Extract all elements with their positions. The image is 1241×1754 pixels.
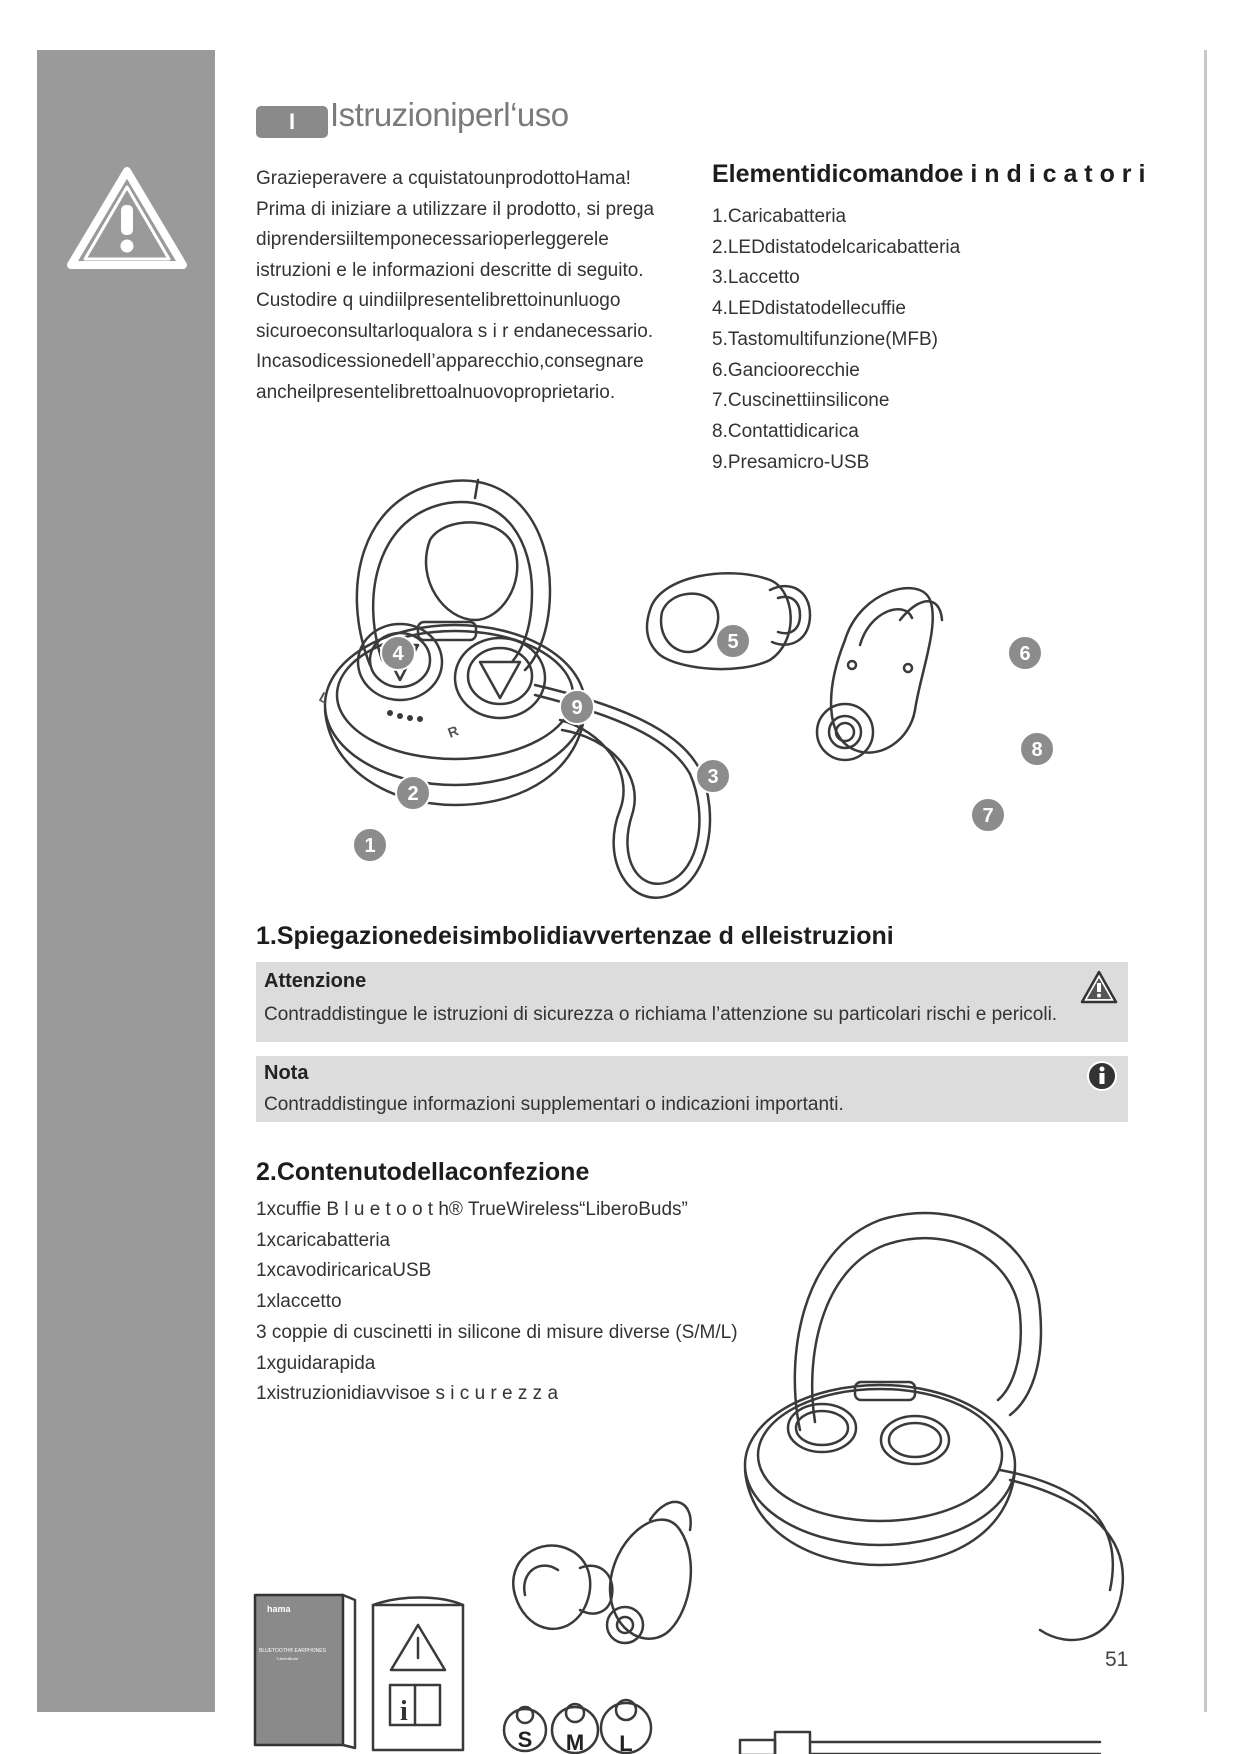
controls-item: 5.Tastomultifunzione(MFB) <box>712 328 938 350</box>
controls-item: 2.LEDdistatodelcaricabatteria <box>712 236 961 258</box>
controls-item: 4.LEDdistatodellecuffie <box>712 298 906 320</box>
sidebar-band <box>37 50 215 1712</box>
case-right-label: R <box>445 722 461 741</box>
page-title: Istruzioniperl‘uso <box>330 96 569 133</box>
callout-8 <box>1020 732 1054 766</box>
callout-6 <box>1008 636 1042 670</box>
callout-number: 7 <box>982 805 994 827</box>
contents-item: 1xcuffie B l u e t o o t h® TrueWireless“LiberoBuds” <box>256 1199 688 1220</box>
callout-number: 8 <box>1031 739 1043 761</box>
callout-number: 1 <box>364 835 376 857</box>
language-badge: I <box>256 106 328 138</box>
callout-4 <box>381 636 415 670</box>
section2-heading: 2.Contenutodellaconfezione <box>256 1158 590 1186</box>
intro-line: Custodire q uindiilpresentelibrettoinunluogo <box>256 290 621 311</box>
callout-9 <box>560 690 594 724</box>
intro-line: Prima di iniziare a utilizzare il prodotto, si prega <box>256 198 655 220</box>
quick-guide-booklet <box>255 1595 343 1745</box>
earbud-side <box>831 588 933 752</box>
note-box <box>256 1056 1128 1122</box>
controls-item: 6.Gancioorecchie <box>712 359 860 381</box>
note-text: Contraddistingue informazioni supplementari o indicazioni importanti. <box>264 1094 844 1115</box>
contents-item: 1xistruzionidiavvisoe s i c u r e z z a <box>256 1383 559 1405</box>
intro-line: sicuroeconsultarloqualora s i r endanecessario. <box>256 320 654 342</box>
controls-item: 8.Contattidicarica <box>712 420 859 442</box>
controls-item: 7.Cuscinettiinsilicone <box>712 390 890 412</box>
product-diagram <box>300 470 1100 910</box>
warning-box <box>256 962 1128 1042</box>
note-title: Nota <box>264 1062 309 1084</box>
contents-item: 1xguidarapida <box>256 1352 376 1374</box>
controls-item: 3.Laccetto <box>712 267 800 289</box>
lanyard <box>535 685 710 898</box>
controls-item: 9.Presamicro-USB <box>712 451 870 473</box>
usb-cable <box>740 1740 775 1754</box>
intro-line: Grazieperavere a cquistatounprodottoHama! <box>256 168 631 189</box>
warning-triangle-icon <box>1080 970 1118 1004</box>
warning-text: Contraddistingue le istruzioni di sicurezza o richiama l’attenzione su particolari rischi e pericoli. <box>264 1004 1058 1025</box>
right-margin-rule <box>1204 50 1207 1712</box>
ear-tip-size-l: L <box>619 1731 633 1754</box>
callout-5 <box>716 624 750 658</box>
controls-item: 1.Caricabatteria <box>712 206 847 227</box>
intro-line: diprendersiiltemponecessarioperleggerele <box>256 229 609 250</box>
package-contents-illustration <box>240 1200 1140 1754</box>
controls-heading: Elementidicomandoe i n d i c a t o r i <box>712 160 1146 188</box>
warning-triangle-icon <box>65 165 189 273</box>
info-icon <box>1086 1060 1118 1092</box>
contents-item: 1xcaricabatteria <box>256 1229 391 1251</box>
contents-item: 3 coppie di cuscinetti in silicone di misure diverse (S/M/L) <box>256 1321 738 1343</box>
info-glyph: i <box>400 1696 408 1727</box>
intro-line: Incasodicessionedell’apparecchio,consegnare <box>256 351 644 372</box>
callout-number: 4 <box>392 643 404 665</box>
callout-3 <box>696 759 730 793</box>
page-number: 51 <box>1105 1648 1129 1671</box>
contents-item: 1xlaccetto <box>256 1291 342 1313</box>
booklet-brand: hama <box>267 1604 291 1614</box>
callout-1 <box>353 828 387 862</box>
contents-item: 1xcavodiricaricaUSB <box>256 1260 432 1282</box>
callout-number: 3 <box>707 766 719 788</box>
intro-line: istruzioni e le informazioni descritte di seguito. <box>256 259 644 281</box>
case-left-label: L <box>316 688 332 707</box>
warning-title: Attenzione <box>264 970 367 992</box>
intro-line: ancheilpresentelibrettoalnuovoproprietario. <box>256 381 616 403</box>
ear-tip-size-m: M <box>565 1730 585 1754</box>
earbud-side <box>610 1520 691 1639</box>
controls-list <box>712 202 960 478</box>
booklet-title: BLUETOOTH® EARPHONES <box>259 1648 326 1654</box>
callout-number: 9 <box>571 697 583 719</box>
callout-number: 5 <box>727 631 739 653</box>
charging-case <box>325 625 585 785</box>
intro-paragraph <box>256 164 676 408</box>
case-lid <box>795 1213 1041 1430</box>
section1-heading: 1.Spiegazionedeisimbolidiavvertenzae d elleistruzioni <box>256 922 894 950</box>
callout-2 <box>396 776 430 810</box>
callout-number: 2 <box>407 783 419 805</box>
callout-number: 6 <box>1019 643 1031 665</box>
ear-tip-size-s: S <box>517 1727 533 1752</box>
callout-7 <box>971 798 1005 832</box>
booklet-subtitle: "LiberoBuds" <box>276 1656 300 1661</box>
